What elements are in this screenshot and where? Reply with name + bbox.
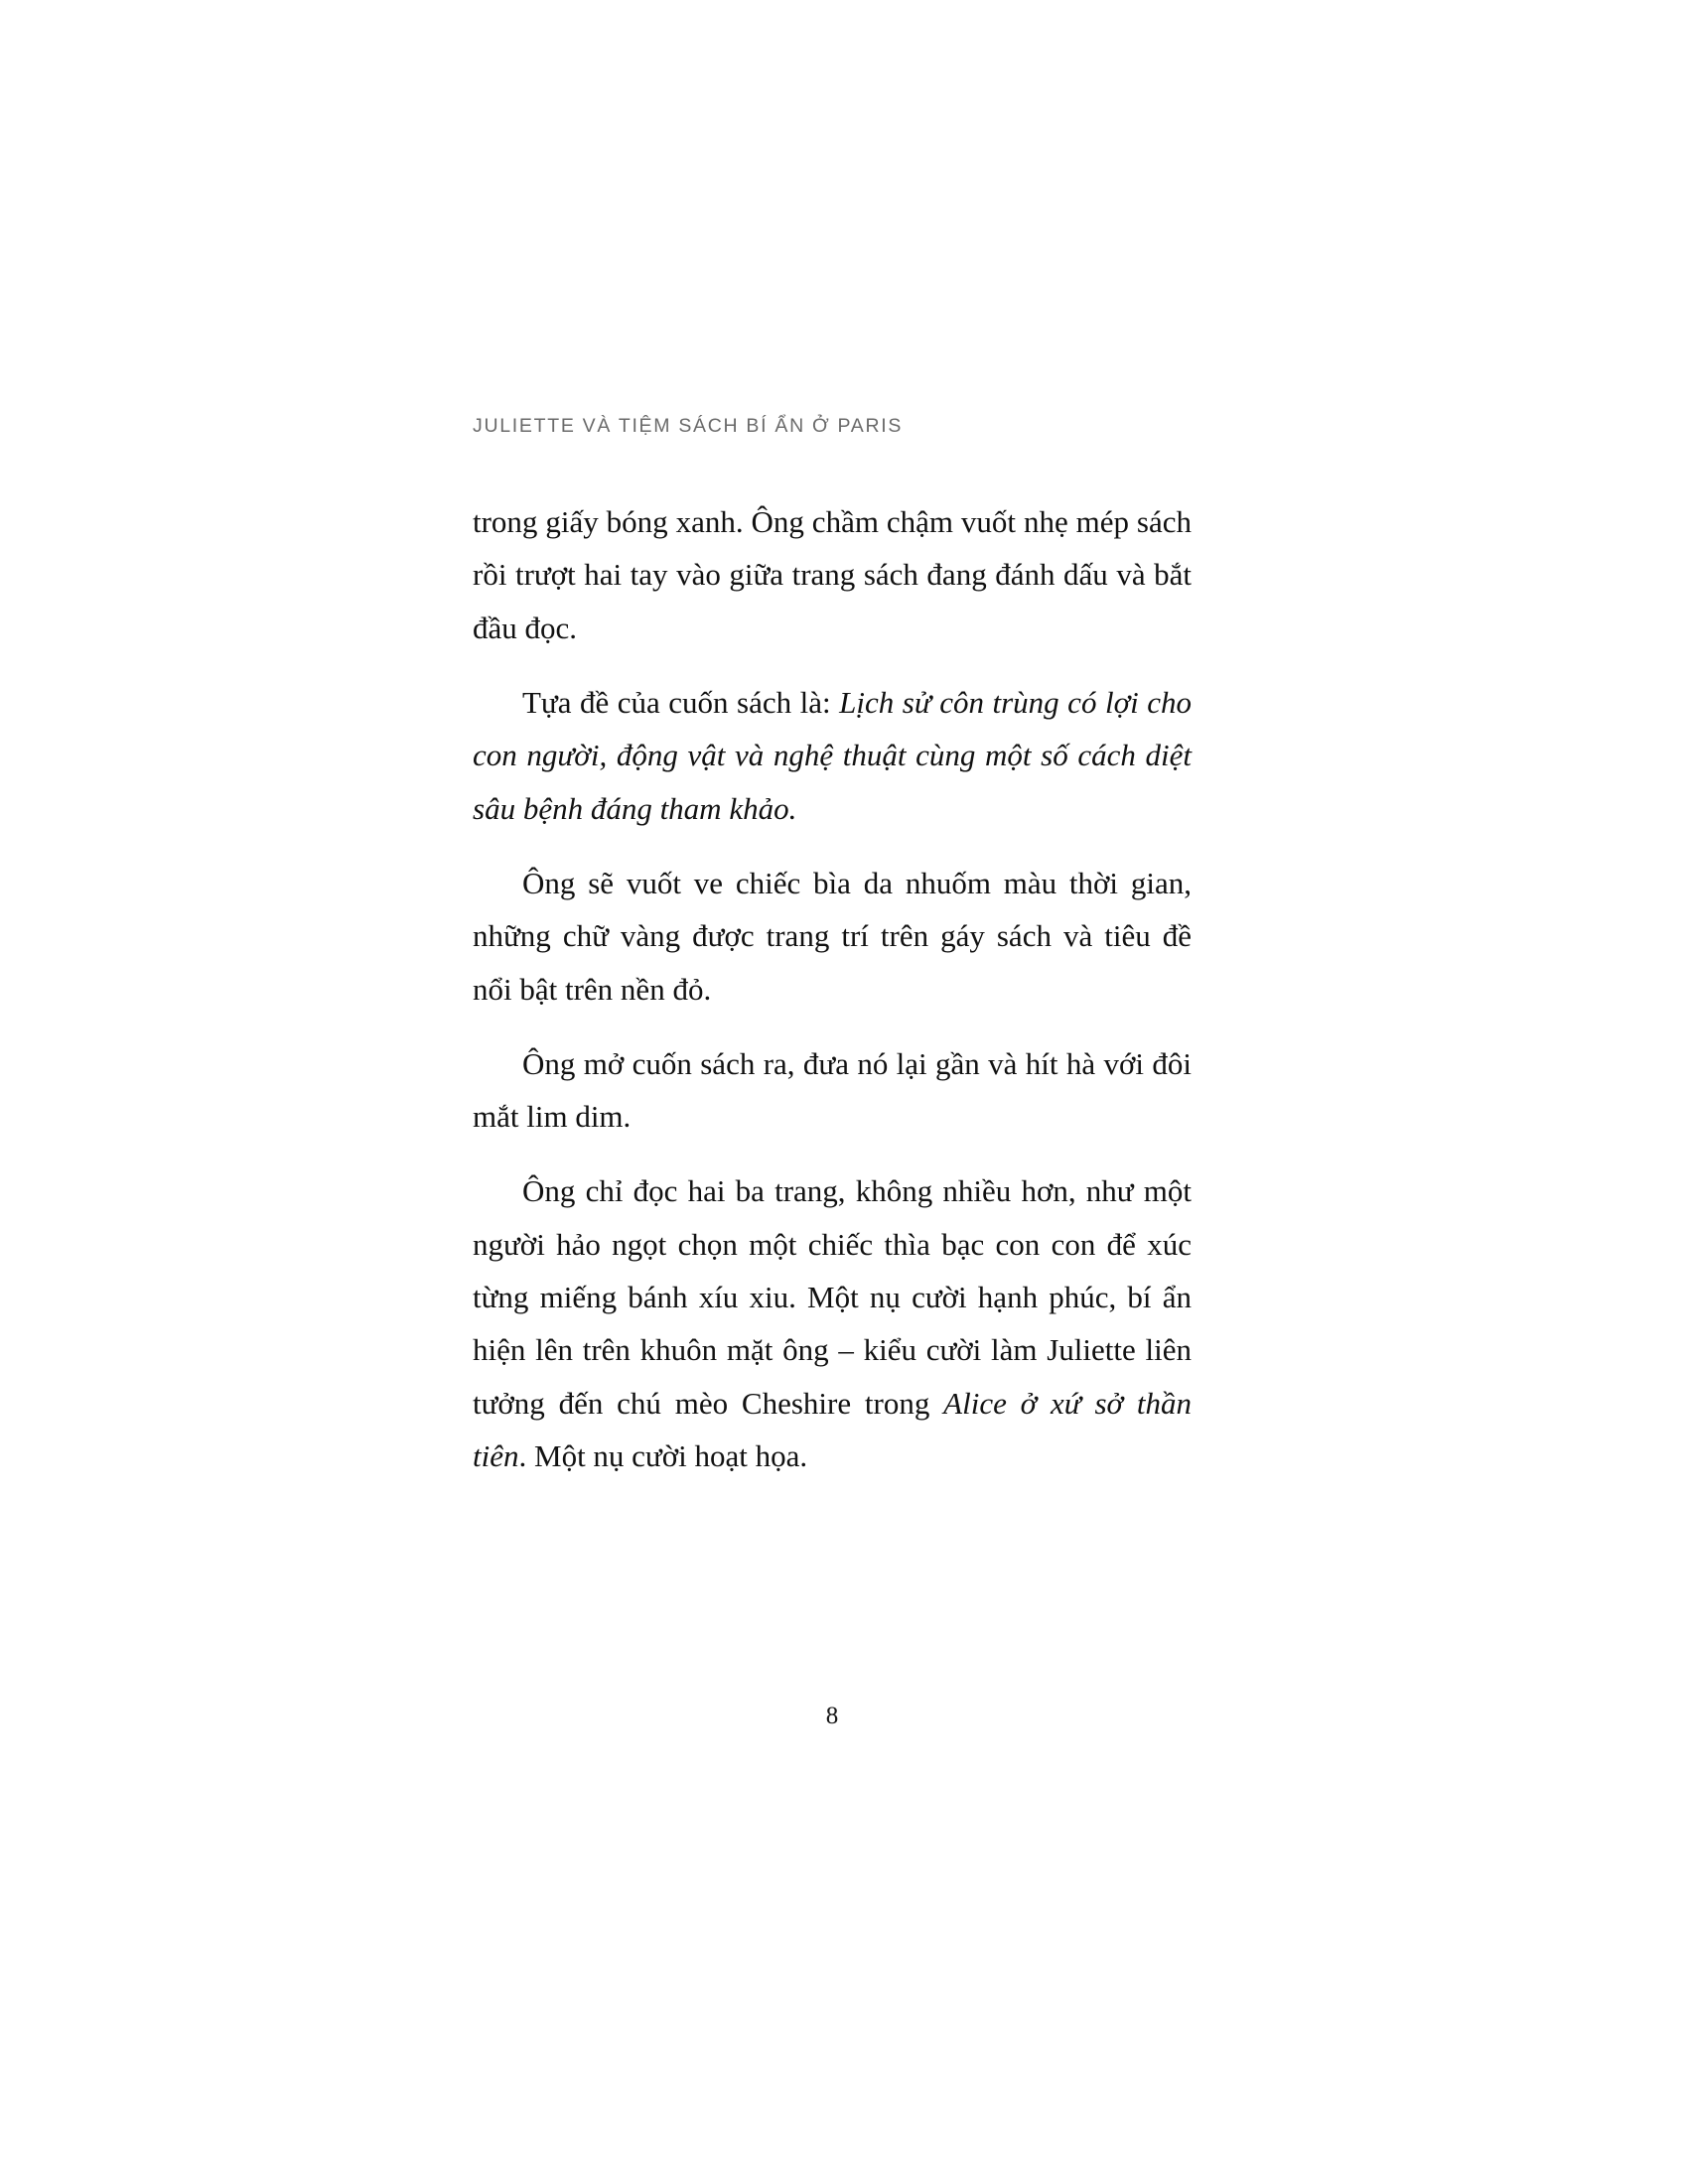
- text-run: Tựa đề của cuốn sách là:: [522, 684, 840, 720]
- text-run: . Một nụ cười hoạt họa.: [518, 1438, 808, 1473]
- paragraph: [473, 1037, 1192, 1144]
- italic-title-run: Alice ở xứ sở thần tiên: [473, 1385, 1192, 1473]
- text-run: Ông mở cuốn sách ra, đưa nó lại gần và hít hà với đôi mắt lim dim.: [473, 1045, 1192, 1135]
- paragraph: [473, 676, 1192, 835]
- page-number: 8: [825, 1703, 839, 1729]
- italic-title-run: Lịch sử côn trùng có lợi cho con người, động vật và nghệ thuật cùng một số cách diệt sâu bệnh đáng tham khảo.: [473, 684, 1192, 826]
- text-column: [473, 415, 1192, 1482]
- running-head: JULIETTE VÀ TIỆM SÁCH BÍ ẨN Ở PARIS: [473, 415, 904, 437]
- text-run: trong giấy bóng xanh. Ông chầm chậm vuốt nhẹ mép sách rồi trượt hai tay vào giữa trang sách đang đánh dấu và bắt đầu đọc.: [473, 504, 1192, 645]
- paragraph: [473, 495, 1192, 654]
- paragraph: [473, 1164, 1192, 1482]
- text-run: Ông chỉ đọc hai ba trang, không nhiều hơn, như một người hảo ngọt chọn một chiếc thìa bạc con con để xúc từng miếng bánh xíu xiu. Một nụ cười hạnh phúc, bí ẩn hiện lên trên khuôn mặt ông – kiểu cười làm Juliette liên tưởng đến chú mèo Cheshire trong: [473, 1173, 1192, 1421]
- paragraph: [473, 857, 1192, 1016]
- body-text: [473, 495, 1192, 1482]
- text-run: Ông sẽ vuốt ve chiếc bìa da nhuốm màu thời gian, những chữ vàng được trang trí trên gáy sách và tiêu đề nổi bật trên nền đỏ.: [473, 865, 1192, 1007]
